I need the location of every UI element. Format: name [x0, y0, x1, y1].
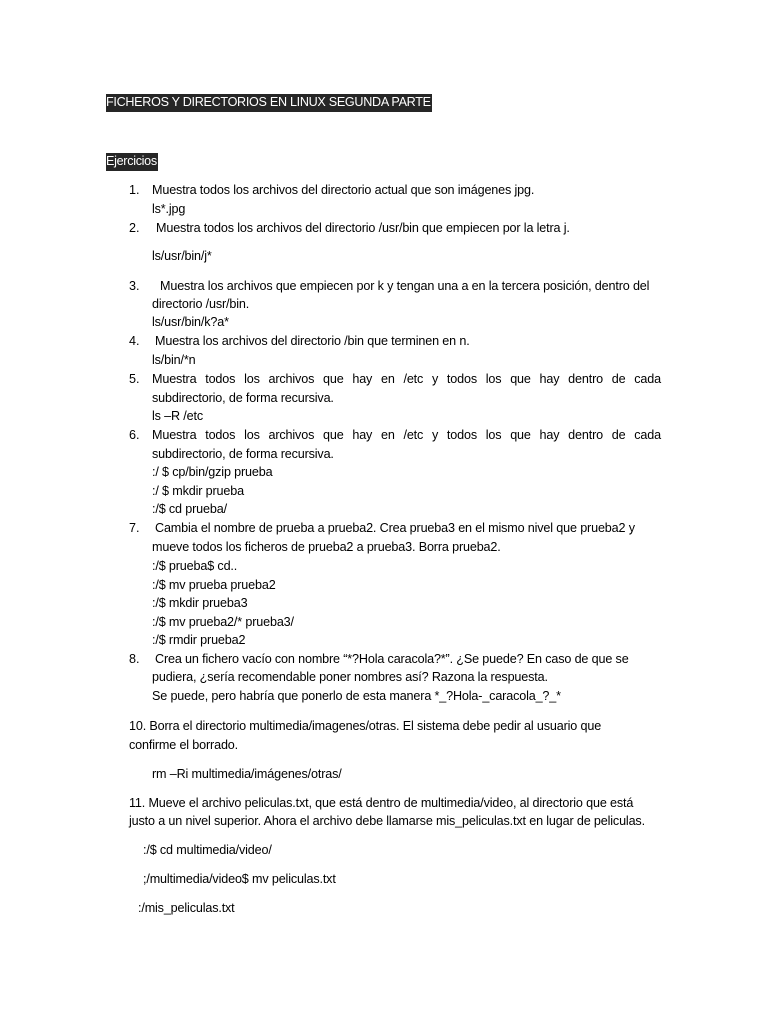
word: Muestra [152, 372, 197, 386]
item-number: 3. [129, 279, 140, 293]
item-text: Muestra los archivos que empiecen por k y tengan una a en la tercera posición, dentro del [160, 279, 650, 293]
item-text: Crea un fichero vacío con nombre “*?Hola caracola?*”. ¿Se puede? En caso de que se [155, 652, 629, 666]
word: los [485, 428, 502, 442]
item-text: confirme el borrado. [129, 738, 238, 752]
item-text: 11. Mueve el archivo peliculas.txt, que está dentro de multimedia/video, al directorio que está [129, 796, 634, 810]
section-heading: Ejercicios [106, 153, 158, 171]
word: cada [634, 372, 661, 386]
item-command: ls*.jpg [152, 202, 186, 216]
word: /etc [403, 428, 424, 442]
word: los [244, 428, 260, 442]
item-command: ;/multimedia/video$ mv peliculas.txt [143, 872, 336, 886]
item-text: Muestra todos los archivos del directorio actual que son imágenes jpg. [152, 183, 535, 197]
item-text: pudiera, ¿sería recomendable poner nombres así? Razona la respuesta. [152, 670, 548, 684]
item-answer: Se puede, pero habría que ponerlo de esta manera *_?Hola-_caracola_?_* [152, 689, 561, 703]
word: de [611, 372, 626, 386]
item-command: :/$ cd prueba/ [152, 502, 227, 516]
item-text [152, 428, 661, 442]
word: dentro [568, 372, 603, 386]
word: de [611, 428, 626, 442]
word: que [323, 428, 344, 442]
item-command: :/$ prueba$ cd.. [152, 559, 238, 573]
word: todos [446, 428, 477, 442]
document-title: FICHEROS Y DIRECTORIOS EN LINUX SEGUNDA PARTE [106, 94, 432, 112]
word: Muestra [152, 428, 197, 442]
word: y [431, 428, 439, 442]
item-command: :/$ cd multimedia/video/ [143, 843, 272, 857]
word: y [431, 372, 439, 386]
item-number: 5. [129, 372, 140, 386]
item-number: 8. [129, 652, 140, 666]
item-number: 1. [129, 183, 140, 197]
word: que [323, 372, 344, 386]
word: archivos [268, 428, 315, 442]
item-text: directorio /usr/bin. [152, 297, 250, 311]
item-command: :/ $ mkdir prueba [152, 484, 244, 498]
word: los [244, 372, 260, 386]
word: los [485, 372, 502, 386]
item-text: Muestra los archivos del directorio /bin que terminen en n. [155, 334, 470, 348]
word: que [510, 428, 531, 442]
item-command: :/ $ cp/bin/gzip prueba [152, 465, 273, 479]
item-command: :/$ mv prueba2/* prueba3/ [152, 615, 294, 629]
word: en [380, 372, 395, 386]
item-command: :/mis_peliculas.txt [138, 901, 235, 915]
item-text: Muestra todos los archivos del directorio /usr/bin que empiecen por la letra j. [156, 221, 570, 235]
item-text: subdirectorio, de forma recursiva. [152, 447, 334, 461]
item-command: rm –Ri multimedia/imágenes/otras/ [152, 767, 342, 781]
item-number: 4. [129, 334, 140, 348]
item-text: subdirectorio, de forma recursiva. [152, 391, 334, 405]
item-text: 10. Borra el directorio multimedia/imagenes/otras. El sistema debe pedir al usuario que [129, 719, 602, 733]
item-number: 2. [129, 221, 140, 235]
item-command: ls/usr/bin/j* [152, 249, 212, 263]
word: que [510, 372, 531, 386]
item-number: 7. [129, 521, 140, 535]
item-text: Cambia el nombre de prueba a prueba2. Crea prueba3 en el mismo nivel que prueba2 y [155, 521, 635, 535]
item-command: ls/usr/bin/k?a* [152, 315, 229, 329]
item-command: :/$ mkdir prueba3 [152, 596, 248, 610]
item-text: mueve todos los ficheros de prueba2 a prueba3. Borra prueba2. [152, 540, 501, 554]
word: /etc [403, 372, 424, 386]
item-command: ls –R /etc [152, 409, 203, 423]
word: en [380, 428, 395, 442]
word: cada [634, 428, 661, 442]
item-number: 6. [129, 428, 140, 442]
word: hay [352, 372, 373, 386]
item-command: :/$ mv prueba prueba2 [152, 578, 276, 592]
word: todos [446, 372, 477, 386]
word: archivos [268, 372, 315, 386]
word: hay [539, 372, 560, 386]
item-text [152, 372, 661, 386]
item-text: justo a un nivel superior. Ahora el archivo debe llamarse mis_peliculas.txt en lugar de peliculas. [129, 814, 645, 828]
word: hay [539, 428, 560, 442]
word: dentro [568, 428, 603, 442]
word: todos [205, 428, 236, 442]
item-command: ls/bin/*n [152, 353, 196, 367]
item-command: :/$ rmdir prueba2 [152, 633, 246, 647]
word: todos [205, 372, 236, 386]
word: hay [352, 428, 373, 442]
